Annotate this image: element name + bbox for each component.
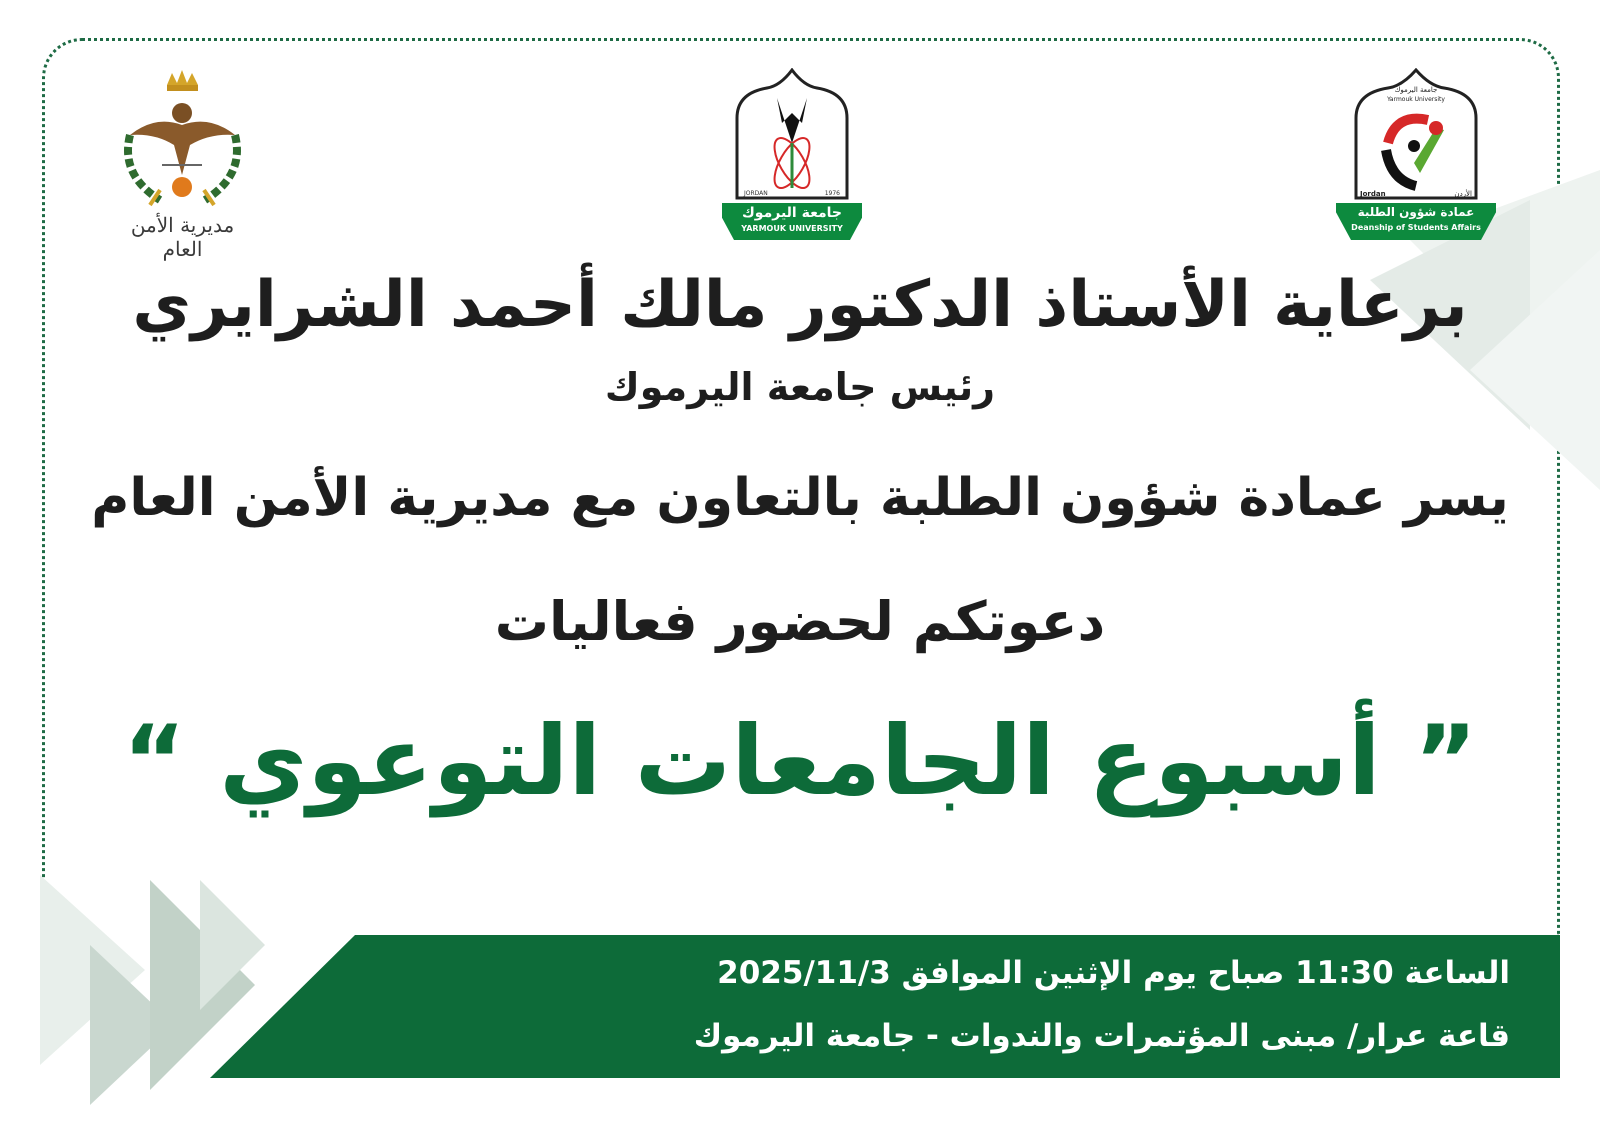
yarmouk-year-label: 1976 xyxy=(824,190,840,197)
decorative-triangles-left xyxy=(35,875,275,1115)
yarmouk-jordan-label: JORDAN xyxy=(744,190,768,197)
venue-line: قاعة عرار/ مبنى المؤتمرات والندوات - جامعة اليرموك xyxy=(693,1018,1510,1054)
event-title xyxy=(0,705,1600,817)
public-security-logo xyxy=(110,65,255,261)
students-affairs-top-en: Yarmouk University xyxy=(1387,96,1445,103)
students-affairs-top-ar: جامعة اليرموك xyxy=(1394,86,1438,94)
students-affairs-ribbon-ar: عمادة شؤون الطلبة xyxy=(1357,205,1475,219)
invitation-line: دعوتكم لحضور فعاليات xyxy=(494,590,1106,653)
students-affairs-ribbon-en: Deanship of Students Affairs xyxy=(1351,223,1481,232)
patron-line: برعاية الأستاذ الدكتور مالك أحمد الشرايري xyxy=(132,268,1468,342)
position-line: رئيس جامعة اليرموك xyxy=(604,365,996,409)
students-affairs-jordan-ar: الأردن xyxy=(1454,190,1472,198)
eagle-emblem-icon xyxy=(110,65,255,215)
students-affairs-logo xyxy=(1336,68,1496,240)
datetime-line: الساعة 11:30 صباح يوم الإثنين الموافق 2025/11/3 xyxy=(717,955,1510,991)
event-title-text: أسبوع الجامعات التوعوي xyxy=(219,705,1381,817)
deanship-line: يسر عمادة شؤون الطلبة بالتعاون مع مديرية الأمن العام xyxy=(91,468,1509,528)
close-quote: “ xyxy=(122,705,186,817)
students-affairs-jordan-en: Jordan xyxy=(1360,190,1386,198)
yarmouk-english-name: YARMOUK UNIVERSITY xyxy=(741,224,843,233)
yarmouk-arabic-name: جامعة اليرموك xyxy=(741,205,843,221)
public-security-caption: مديرية الأمن العام xyxy=(130,213,235,261)
yarmouk-university-logo xyxy=(722,68,862,240)
open-quote: ” xyxy=(1414,705,1478,817)
